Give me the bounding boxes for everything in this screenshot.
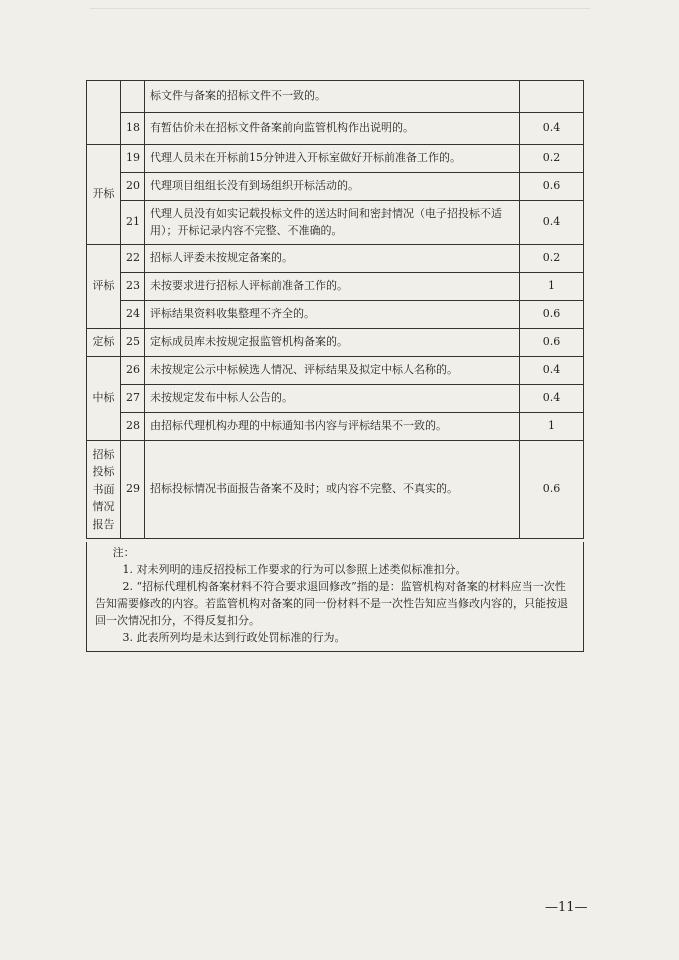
item-number: 27 bbox=[121, 385, 145, 413]
table-row bbox=[87, 245, 584, 273]
item-number: 22 bbox=[121, 245, 145, 273]
item-score: 1 bbox=[520, 413, 584, 441]
item-number: 21 bbox=[121, 201, 145, 245]
item-description: 未按要求进行招标人评标前准备工作的。 bbox=[145, 273, 520, 301]
item-description: 代理项目组组长没有到场组织开标活动的。 bbox=[145, 173, 520, 201]
item-number: 18 bbox=[121, 113, 145, 145]
stage-cell: 开标 bbox=[87, 145, 121, 245]
item-number: 29 bbox=[121, 441, 145, 539]
item-description: 标文件与备案的招标文件不一致的。 bbox=[145, 81, 520, 113]
table-row bbox=[87, 441, 584, 539]
page-number: —11— bbox=[545, 900, 588, 915]
table-row bbox=[87, 113, 584, 145]
table-row bbox=[87, 201, 584, 245]
item-number: 20 bbox=[121, 173, 145, 201]
notes-section bbox=[86, 542, 584, 652]
table-row bbox=[87, 301, 584, 329]
item-description: 定标成员库未按规定报监管机构备案的。 bbox=[145, 329, 520, 357]
item-score: 0.6 bbox=[520, 301, 584, 329]
table-row bbox=[87, 273, 584, 301]
table-row bbox=[87, 385, 584, 413]
item-description: 评标结果资料收集整理不齐全的。 bbox=[145, 301, 520, 329]
table-row bbox=[87, 413, 584, 441]
item-score: 0.6 bbox=[520, 441, 584, 539]
table-row bbox=[87, 173, 584, 201]
item-number: 19 bbox=[121, 145, 145, 173]
notes-title: 注： bbox=[112, 546, 135, 559]
item-description: 代理人员没有如实记载投标文件的送达时间和密封情况（电子招投标不适用）；开标记录内容不完整、不准确的。 bbox=[145, 201, 520, 245]
item-number: 24 bbox=[121, 301, 145, 329]
item-score: 0.4 bbox=[520, 201, 584, 245]
stage-cell: 招标投标书面情况报告 bbox=[87, 441, 121, 539]
item-score: 0.4 bbox=[520, 357, 584, 385]
note-item: 2. “招标代理机构备案材料不符合要求退回修改”指的是：监管机构对备案的材料应当一次性告知需要修改的内容。若监管机构对备案的同一份材料不是一次性告知应当修改内容的，只能按退回一次情况扣分，不得反复扣分。 bbox=[95, 580, 568, 628]
item-number: 25 bbox=[121, 329, 145, 357]
table-row bbox=[87, 145, 584, 173]
stage-cell: 中标 bbox=[87, 357, 121, 441]
note-item: 3. 此表所列均是未达到行政处罚标准的行为。 bbox=[122, 631, 346, 645]
item-score: 0.6 bbox=[520, 329, 584, 357]
note-item: 1. 对未列明的违反招投标工作要求的行为可以参照上述类似标准扣分。 bbox=[122, 563, 467, 577]
bleed-through-text bbox=[90, 8, 590, 23]
stage-cell: 定标 bbox=[87, 329, 121, 357]
item-score: 0.2 bbox=[520, 245, 584, 273]
item-description: 由招标代理机构办理的中标通知书内容与评标结果不一致的。 bbox=[145, 413, 520, 441]
item-score: 1 bbox=[520, 273, 584, 301]
deduction-table bbox=[86, 80, 584, 539]
stage-cell: 评标 bbox=[87, 245, 121, 329]
item-score: 0.6 bbox=[520, 173, 584, 201]
item-number bbox=[121, 81, 145, 113]
item-description: 未按规定公示中标候选人情况、评标结果及拟定中标人名称的。 bbox=[145, 357, 520, 385]
stage-cell bbox=[87, 81, 121, 145]
item-score bbox=[520, 81, 584, 113]
item-number: 23 bbox=[121, 273, 145, 301]
table-row bbox=[87, 357, 584, 385]
item-description: 未按规定发布中标人公告的。 bbox=[145, 385, 520, 413]
item-score: 0.4 bbox=[520, 385, 584, 413]
item-number: 28 bbox=[121, 413, 145, 441]
item-description: 有暂估价未在招标文件备案前向监管机构作出说明的。 bbox=[145, 113, 520, 145]
item-number: 26 bbox=[121, 357, 145, 385]
item-score: 0.2 bbox=[520, 145, 584, 173]
table-row bbox=[87, 329, 584, 357]
item-description: 招标投标情况书面报告备案不及时；或内容不完整、不真实的。 bbox=[145, 441, 520, 539]
table-row bbox=[87, 81, 584, 113]
item-description: 代理人员未在开标前15分钟进入开标室做好开标前准备工作的。 bbox=[145, 145, 520, 173]
item-description: 招标人评委未按规定备案的。 bbox=[145, 245, 520, 273]
item-score: 0.4 bbox=[520, 113, 584, 145]
